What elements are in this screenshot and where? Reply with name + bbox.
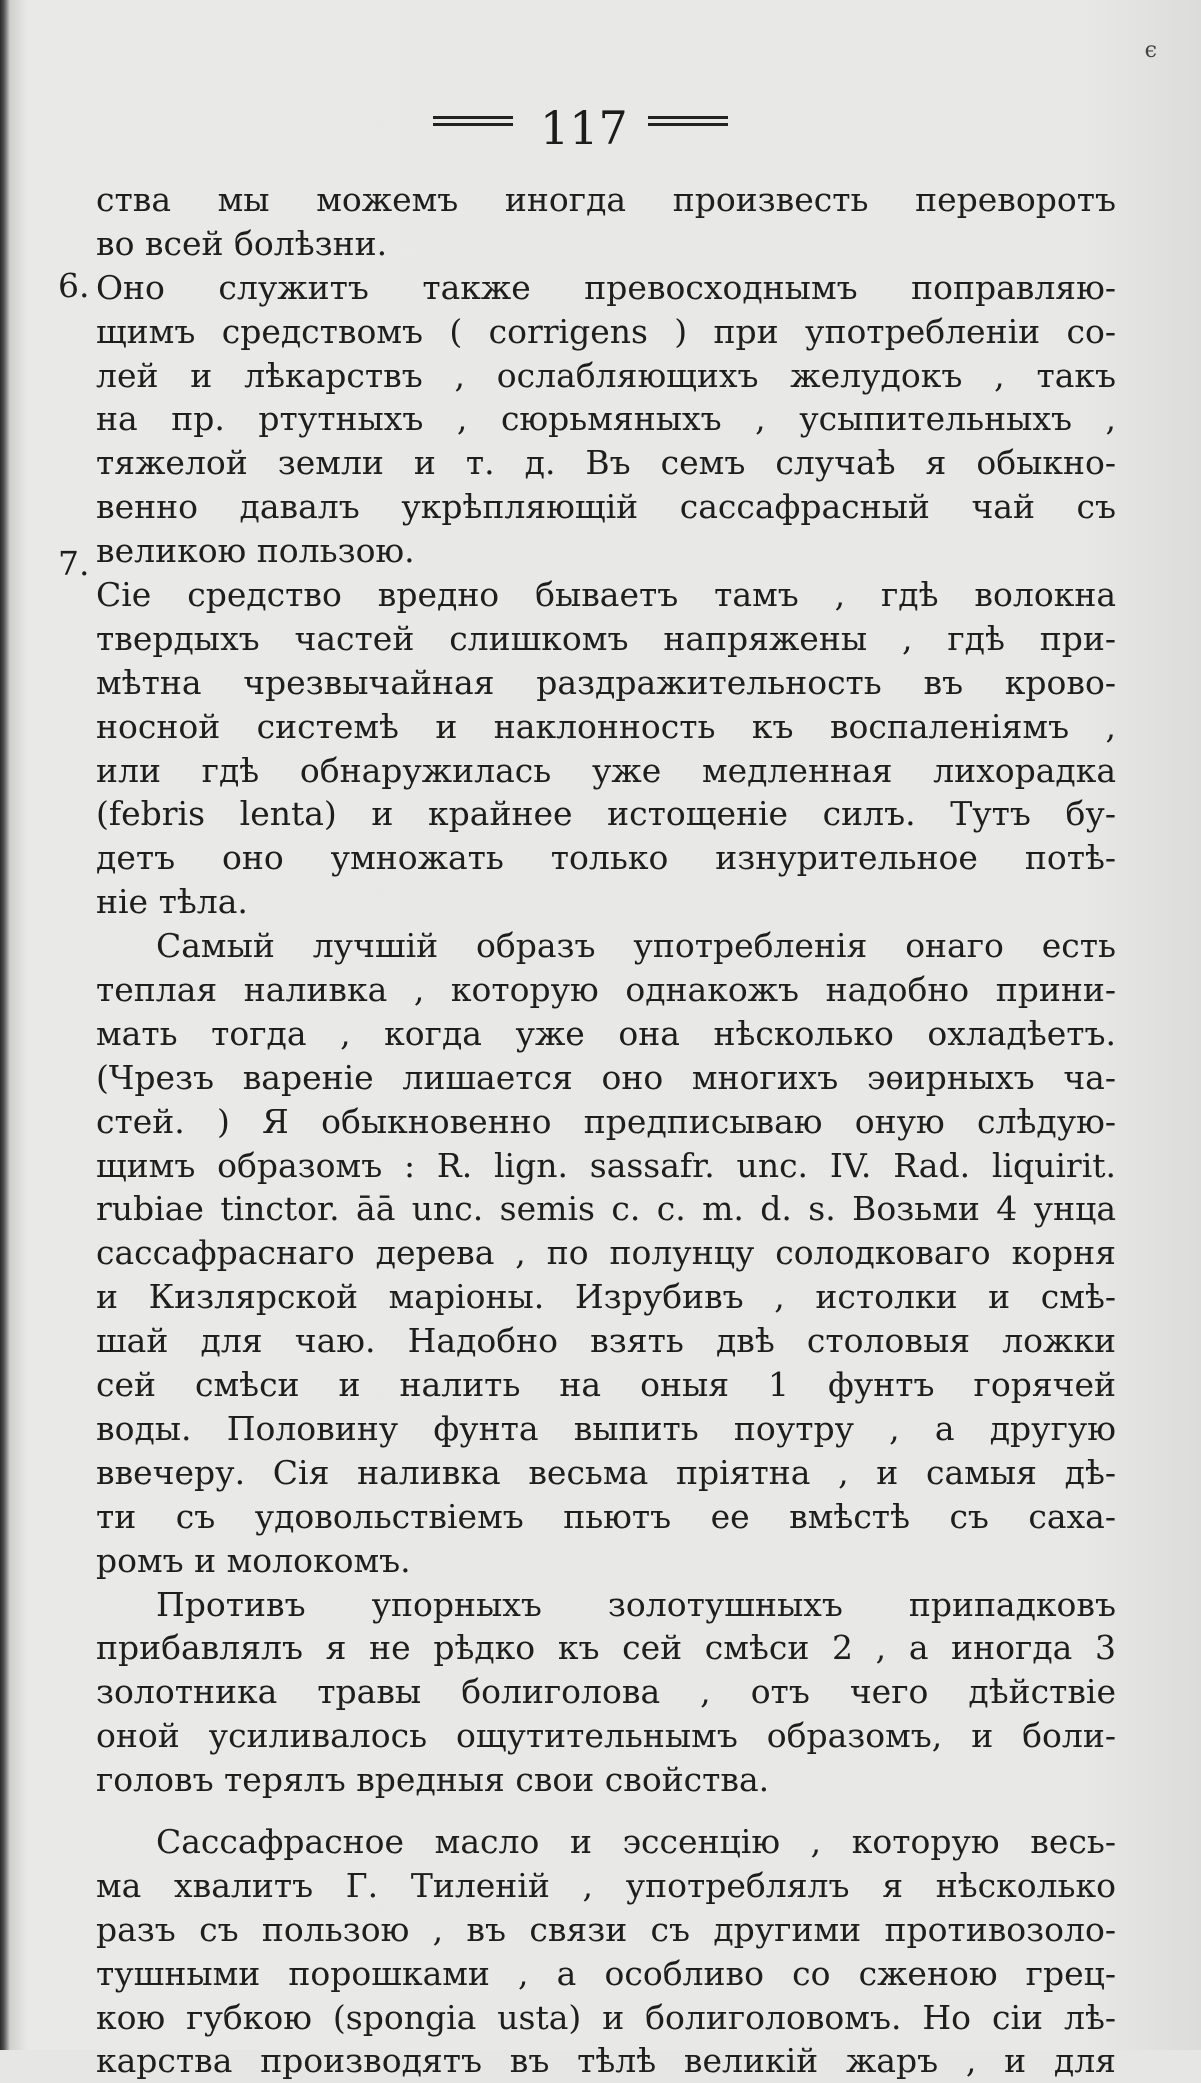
text-line: теплая наливка , которую однакожъ надобно прини-	[96, 970, 1116, 1010]
text-line: лей и лѣкарствъ , ослабляющихъ желудокъ , такъ	[96, 355, 1116, 395]
text-line: оной усиливалось ощутительнымъ образомъ, и боли-	[96, 1716, 1116, 1756]
text-line: тушными порошками , а особливо со сженою грец-	[96, 1953, 1116, 1993]
text-line: (Чрезъ вареніе лишается оно многихъ эѳирныхъ ча-	[96, 1057, 1116, 1097]
text-line: (febris lenta) и крайнее истощеніе силъ. Тутъ бу-	[96, 794, 1116, 834]
corner-mark: ϵ	[1144, 38, 1157, 63]
text-line: ввечеру. Сія наливка весьма пріятна , и самыя дѣ-	[96, 1452, 1116, 1492]
text-line: Оно служитъ также превосходнымъ поправляю-	[96, 267, 1116, 307]
text-line: во всей болѣзни.	[96, 223, 388, 263]
text-line: Сіе средство вредно бываетъ тамъ , гдѣ волокна	[96, 575, 1116, 615]
text-line: шай для чаю. Надобно взять двѣ столовыя ложки	[96, 1321, 1116, 1361]
header-rule-left	[433, 116, 513, 138]
item-number-6: 6.	[58, 266, 90, 305]
text-line: карства производятъ въ тѣлѣ великій жаръ , и для	[96, 2041, 1116, 2081]
text-line: носной системѣ и наклонность къ воспаленіямъ ,	[96, 706, 1116, 746]
text-line: сей смѣси и налить на оныя 1 фунтъ горячей	[96, 1365, 1116, 1405]
text-line: воды. Половину фунта выпить поутру , а другую	[96, 1408, 1116, 1448]
page-header	[0, 98, 1201, 158]
text-line: Сассафрасное масло и эссенцію , которую весь-	[156, 1821, 1116, 1861]
text-line: мать тогда , когда уже она нѣсколько охладѣетъ.	[96, 1013, 1116, 1053]
page-number: 117	[540, 101, 628, 155]
text-line: кою губкою (spongia usta) и болиголовомъ. Но сіи лѣ-	[96, 1997, 1116, 2037]
text-line: на пр. ртутныхъ , сюрьмяныхъ , усыпительныхъ ,	[96, 399, 1116, 439]
text-line: ства мы можемъ иногда произвесть переворотъ	[96, 180, 1116, 219]
text-line: мѣтна чрезвычайная раздражительность въ крово-	[96, 662, 1116, 702]
text-line: детъ оно умножать только изнурительное потѣ-	[96, 838, 1116, 878]
text-line: великою пользою.	[96, 531, 415, 571]
text-line: щимъ образомъ : R. lign. sassafr. unc. IV. Rad. liquirit.	[96, 1145, 1116, 1185]
text-line: щимъ средствомъ ( corrigens ) при употребленіи со-	[96, 311, 1116, 351]
text-line: стей. ) Я обыкновенно предписываю оную слѣдую-	[96, 1101, 1116, 1141]
text-line: сассафраснаго дерева , по полунцу солодковаго корня	[96, 1233, 1116, 1273]
text-line: rubiae tinctor. āā unc. semis c. c. m. d. s. Возьми 4 унца	[96, 1189, 1116, 1229]
text-line: ромъ и молокомъ.	[96, 1540, 411, 1580]
text-line: тяжелой земли и т. д. Въ семъ случаѣ я обыкно-	[96, 443, 1116, 483]
item-number-7: 7.	[58, 544, 90, 583]
text-line: прибавлялъ я не рѣдко къ сей смѣси 2 , а иногда 3	[96, 1628, 1116, 1668]
paragraph-gap	[96, 1802, 1116, 1820]
text-line: золотника травы болиголова , отъ чего дѣйствіе	[96, 1672, 1116, 1712]
text-line: ма хвалитъ Г. Тиленій , употреблялъ я нѣсколько	[96, 1865, 1116, 1905]
text-line: Самый лучшій образъ употребленія онаго есть	[156, 926, 1116, 966]
text-line: ніе тѣла.	[96, 882, 248, 922]
text-line: разъ съ пользою , въ связи съ другими противозоло-	[96, 1909, 1116, 1949]
text-line: ти съ удовольствіемъ пьютъ ее вмѣстѣ съ саха-	[96, 1496, 1116, 1536]
text-line: или гдѣ обнаружилась уже медленная лихорадка	[96, 750, 1116, 790]
text-line: твердыхъ частей слишкомъ напряжены , гдѣ при-	[96, 618, 1116, 658]
text-line: Противъ упорныхъ золотушныхъ припадковъ	[156, 1584, 1116, 1624]
body-text	[96, 178, 1116, 2083]
text-line: и Кизлярской маріоны. Изрубивъ , истолки и смѣ-	[96, 1277, 1116, 1317]
text-line: головъ терялъ вредныя свои свойства.	[96, 1760, 770, 1800]
header-rule-right	[648, 116, 728, 138]
text-line: венно давалъ укрѣпляющій сассафрасный чай съ	[96, 487, 1116, 527]
